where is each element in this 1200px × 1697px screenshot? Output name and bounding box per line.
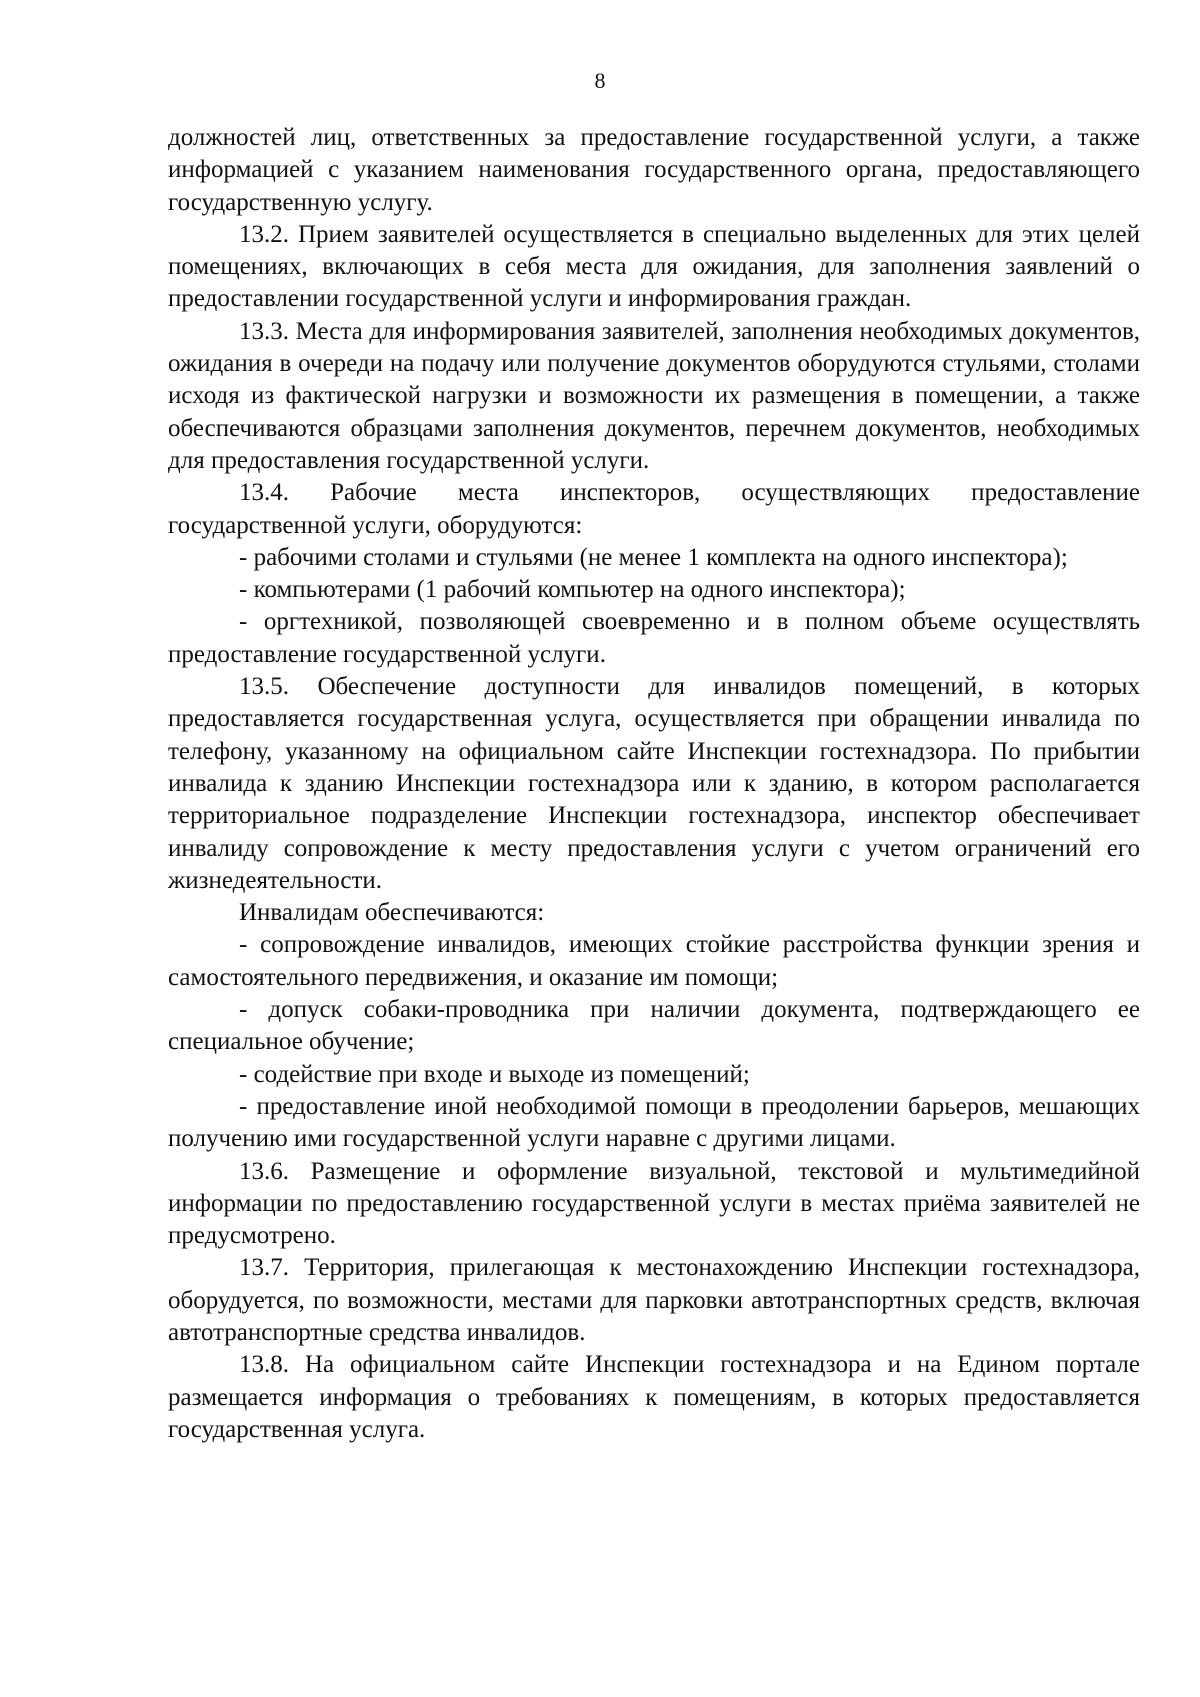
paragraph-13-2: 13.2. Прием заявителей осуществляется в специально выделенных для этих целей помещениях, включающих в себя места для ожидания, для заполнения заявлений о предоставлении государственной услуги и информирования граждан.: [168, 220, 1140, 313]
paragraph-13-3: 13.3. Места для информирования заявителей, заполнения необходимых документов, ожидания в очереди на подачу или получение документов оборудуются стульями, столами исходя из фактической нагрузки и возможности их размещения в помещении, а также обеспечиваются образцами заполнения документов, перечнем документов, необходимых для предоставления государственной услуги.: [168, 317, 1140, 474]
paragraph-13-7: 13.7. Территория, прилегающая к местонахождению Инспекции гостехнадзора, оборудуется, по возможности, местами для парковки автотранспортных средств, включая автотранспортные средства инвалидов.: [168, 1254, 1140, 1346]
list-item-computers: - компьютерами (1 рабочий компьютер на одного инспектора);: [239, 576, 906, 604]
page-number: 8: [594, 68, 606, 93]
list-item-accompaniment: - сопровождение инвалидов, имеющих стойкие расстройства функции зрения и самостоятельного передвижения, и оказание им помощи;: [168, 931, 1140, 991]
document-body: [168, 122, 1140, 1446]
paragraph-13-5: 13.5. Обеспечение доступности для инвалидов помещений, в которых предоставляется государственная услуга, осуществляется при обращении инвалида по телефону, указанному на официальном сайте Инспекции гостехнадзора. По прибытии инвалида к зданию Инспекции гостехнадзора или к зданию, в котором располагается территориальное подразделение Инспекции гостехнадзора, инспектор обеспечивает инвалиду сопровождение к месту предоставления услуги с учетом ограничений его жизнедеятельности.: [168, 673, 1140, 894]
list-item-desks-chairs: - рабочими столами и стульями (не менее 1 комплекта на одного инспектора);: [239, 543, 1068, 571]
list-item-other-assistance: - предоставление иной необходимой помощи в преодолении барьеров, мешающих получению ими государственной услуги наравне с другими лицами.: [168, 1092, 1140, 1153]
list-item-office-equipment: - оргтехникой, позволяющей своевременно и в полном объеме осуществлять предоставление государственной услуги.: [168, 608, 1140, 668]
paragraph-13-6: 13.6. Размещение и оформление визуальной, текстовой и мультимедийной информации по предоставлению государственной услуги в местах приёма заявителей не предусмотрено.: [168, 1157, 1140, 1250]
paragraph-13-8: 13.8. На официальном сайте Инспекции гостехнадзора и на Едином портале размещается информация о требованиях к помещениям, в которых предоставляется государственная услуга.: [168, 1351, 1140, 1443]
paragraph-continuation: должностей лиц, ответственных за предоставление государственной услуги, а также информацией с указанием наименования государственного органа, предоставляющего государственную услугу.: [168, 124, 1140, 216]
paragraph-disabled-provided: Инвалидам обеспечиваются:: [239, 899, 545, 927]
paragraph-13-4: 13.4. Рабочие места инспекторов, осуществляющих предоставление государственной услуги, оборудуются:: [168, 479, 1140, 539]
list-item-guide-dog: - допуск собаки-проводника при наличии документа, подтверждающего ее специальное обучение;: [168, 996, 1140, 1056]
list-item-entry-exit-assistance: - содействие при входе и выходе из помещений;: [239, 1060, 750, 1088]
